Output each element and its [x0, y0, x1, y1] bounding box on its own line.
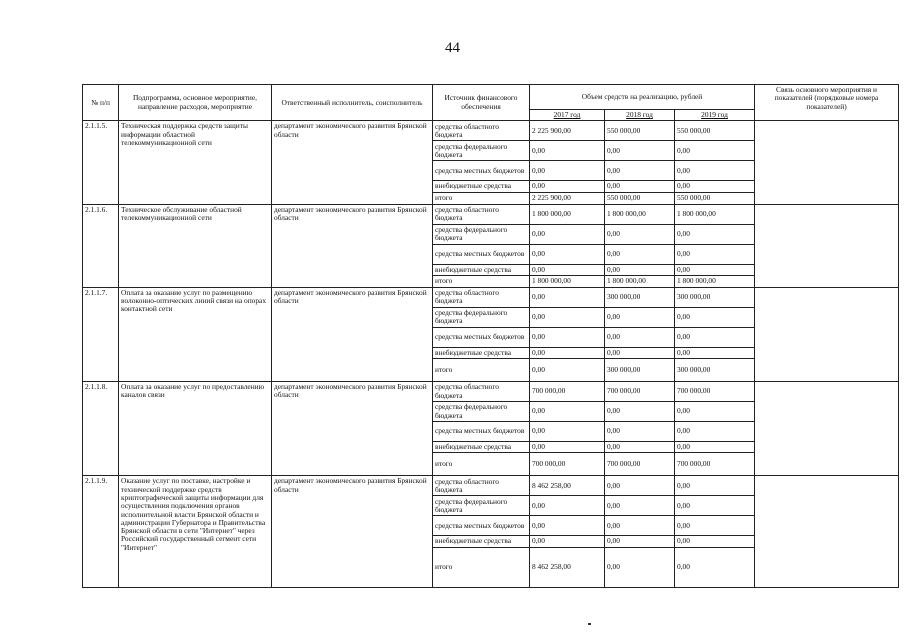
table-row: [83, 287, 899, 307]
funding-source: средства местных бюджетов: [433, 161, 530, 181]
value-2019: 0,00: [675, 244, 755, 264]
financing-table: [82, 84, 899, 588]
value-2017: 0,00: [530, 422, 605, 442]
scan-mark: [588, 623, 591, 625]
value-2018: 0,00: [605, 442, 675, 453]
activity-name: Оплата за оказание услуг по размещению волоконно-оптических линий связи на опорах контактной сети: [119, 287, 272, 381]
row-number: 2.1.1.5.: [83, 121, 119, 204]
funding-source: итого: [433, 547, 530, 587]
funding-source: средства местных бюджетов: [433, 422, 530, 442]
value-2017: 700 000,00: [530, 382, 605, 402]
indicator-link: [755, 204, 899, 287]
header-year-2017: 2017 год: [530, 110, 605, 121]
value-2019: 0,00: [675, 402, 755, 422]
funding-source: средства областного бюджета: [433, 121, 530, 141]
funding-source: внебюджетные средства: [433, 347, 530, 358]
header-link: Связь основного мероприятия и показателей (порядковые номера показателей): [755, 85, 899, 121]
funding-source: средства федерального бюджета: [433, 496, 530, 516]
header-volume: Объем средств на реализацию, рублей: [530, 85, 755, 110]
table-row: [83, 476, 899, 496]
value-2018: 550 000,00: [605, 121, 675, 141]
value-2018: 700 000,00: [605, 453, 675, 476]
value-2017: 0,00: [530, 264, 605, 275]
funding-source: средства местных бюджетов: [433, 516, 530, 536]
value-2018: 0,00: [605, 476, 675, 496]
funding-source: средства областного бюджета: [433, 204, 530, 224]
value-2019: 0,00: [675, 516, 755, 536]
funding-source: итого: [433, 359, 530, 382]
value-2017: 2 225 900,00: [530, 192, 605, 204]
value-2019: 0,00: [675, 181, 755, 192]
executor: департамент экономического развития Брянской области: [272, 476, 433, 587]
value-2019: 0,00: [675, 264, 755, 275]
value-2017: 0,00: [530, 536, 605, 547]
value-2018: 0,00: [605, 244, 675, 264]
value-2017: 8 462 258,00: [530, 547, 605, 587]
funding-source: внебюджетные средства: [433, 536, 530, 547]
funding-source: средства федерального бюджета: [433, 141, 530, 161]
value-2017: 700 000,00: [530, 453, 605, 476]
executor: департамент экономического развития Брянской области: [272, 287, 433, 381]
value-2019: 0,00: [675, 141, 755, 161]
value-2017: 0,00: [530, 496, 605, 516]
value-2017: 0,00: [530, 161, 605, 181]
value-2019: 0,00: [675, 307, 755, 327]
value-2019: 0,00: [675, 422, 755, 442]
indicator-link: [755, 287, 899, 381]
funding-source: средства областного бюджета: [433, 382, 530, 402]
header-source: Источник финансового обеспечения: [433, 85, 530, 121]
table-header: [83, 85, 899, 121]
funding-source: итого: [433, 453, 530, 476]
row-number: 2.1.1.7.: [83, 287, 119, 381]
value-2018: 550 000,00: [605, 192, 675, 204]
value-2017: 0,00: [530, 327, 605, 347]
funding-source: средства областного бюджета: [433, 287, 530, 307]
indicator-link: [755, 476, 899, 587]
table-row: [83, 382, 899, 402]
value-2018: 0,00: [605, 547, 675, 587]
value-2018: 1 800 000,00: [605, 204, 675, 224]
value-2017: 0,00: [530, 359, 605, 382]
row-number: 2.1.1.9.: [83, 476, 119, 587]
header-num: № п/п: [83, 85, 119, 121]
value-2017: 0,00: [530, 181, 605, 192]
indicator-link: [755, 121, 899, 204]
value-2018: 0,00: [605, 536, 675, 547]
header-year-2019: 2019 год: [675, 110, 755, 121]
value-2019: 1 800 000,00: [675, 275, 755, 287]
executor: департамент экономического развития Брянской области: [272, 204, 433, 287]
value-2017: 0,00: [530, 141, 605, 161]
value-2019: 0,00: [675, 442, 755, 453]
value-2019: 0,00: [675, 347, 755, 358]
value-2019: 0,00: [675, 161, 755, 181]
funding-source: средства местных бюджетов: [433, 327, 530, 347]
value-2018: 1 800 000,00: [605, 275, 675, 287]
funding-source: внебюджетные средства: [433, 264, 530, 275]
value-2018: 0,00: [605, 327, 675, 347]
value-2018: 300 000,00: [605, 287, 675, 307]
value-2017: 0,00: [530, 287, 605, 307]
executor: департамент экономического развития Брянской области: [272, 382, 433, 476]
value-2019: 0,00: [675, 496, 755, 516]
funding-source: итого: [433, 275, 530, 287]
value-2019: 550 000,00: [675, 121, 755, 141]
value-2017: 0,00: [530, 347, 605, 358]
table-row: [83, 204, 899, 224]
funding-source: внебюджетные средства: [433, 442, 530, 453]
value-2017: 2 225 900,00: [530, 121, 605, 141]
table-body: [83, 121, 899, 587]
value-2017: 0,00: [530, 244, 605, 264]
funding-source: средства федерального бюджета: [433, 402, 530, 422]
value-2017: 0,00: [530, 224, 605, 244]
value-2019: 1 800 000,00: [675, 204, 755, 224]
value-2018: 0,00: [605, 347, 675, 358]
value-2019: 300 000,00: [675, 359, 755, 382]
value-2019: 0,00: [675, 547, 755, 587]
activity-name: Техническое обслуживание областной телекоммуникационной сети: [119, 204, 272, 287]
funding-source: итого: [433, 192, 530, 204]
value-2019: 550 000,00: [675, 192, 755, 204]
funding-source: внебюджетные средства: [433, 181, 530, 192]
value-2019: 300 000,00: [675, 287, 755, 307]
value-2018: 0,00: [605, 181, 675, 192]
value-2018: 0,00: [605, 264, 675, 275]
value-2019: 0,00: [675, 224, 755, 244]
value-2019: 0,00: [675, 476, 755, 496]
activity-name: Оказание услуг по поставке, настройке и технической поддержке средств криптографической защиты информации для осуществления подключения органов исполнительной власти Брянской области и администрации Губернатора и Правительства Брянской области в сети "Интернет" через Российский государственный сегмент сети "Интернет": [119, 476, 272, 587]
value-2017: 8 462 258,00: [530, 476, 605, 496]
funding-source: средства федерального бюджета: [433, 224, 530, 244]
value-2018: 0,00: [605, 161, 675, 181]
value-2018: 0,00: [605, 224, 675, 244]
value-2019: 700 000,00: [675, 382, 755, 402]
funding-source: средства федерального бюджета: [433, 307, 530, 327]
executor: департамент экономического развития Брянской области: [272, 121, 433, 204]
value-2018: 0,00: [605, 402, 675, 422]
value-2017: 1 800 000,00: [530, 275, 605, 287]
page-number: 44: [445, 40, 460, 56]
funding-source: средства местных бюджетов: [433, 244, 530, 264]
value-2019: 0,00: [675, 327, 755, 347]
header-executor: Ответственный исполнитель, соисполнитель: [272, 85, 433, 121]
value-2018: 0,00: [605, 307, 675, 327]
value-2017: 0,00: [530, 402, 605, 422]
value-2018: 0,00: [605, 496, 675, 516]
table-row: [83, 121, 899, 141]
value-2018: 300 000,00: [605, 359, 675, 382]
row-number: 2.1.1.6.: [83, 204, 119, 287]
value-2018: 0,00: [605, 141, 675, 161]
value-2018: 700 000,00: [605, 382, 675, 402]
value-2017: 0,00: [530, 442, 605, 453]
row-number: 2.1.1.8.: [83, 382, 119, 476]
value-2017: 0,00: [530, 516, 605, 536]
value-2019: 0,00: [675, 536, 755, 547]
indicator-link: [755, 382, 899, 476]
value-2018: 0,00: [605, 422, 675, 442]
value-2017: 0,00: [530, 307, 605, 327]
funding-source: средства областного бюджета: [433, 476, 530, 496]
header-year-2018: 2018 год: [605, 110, 675, 121]
activity-name: Техническая поддержка средств защиты информации областной телекоммуникационной сети: [119, 121, 272, 204]
value-2017: 1 800 000,00: [530, 204, 605, 224]
value-2018: 0,00: [605, 516, 675, 536]
header-program: Подпрограмма, основное мероприятие, направление расходов, мероприятие: [119, 85, 272, 121]
value-2019: 700 000,00: [675, 453, 755, 476]
activity-name: Оплата за оказание услуг по предоставлению каналов связи: [119, 382, 272, 476]
